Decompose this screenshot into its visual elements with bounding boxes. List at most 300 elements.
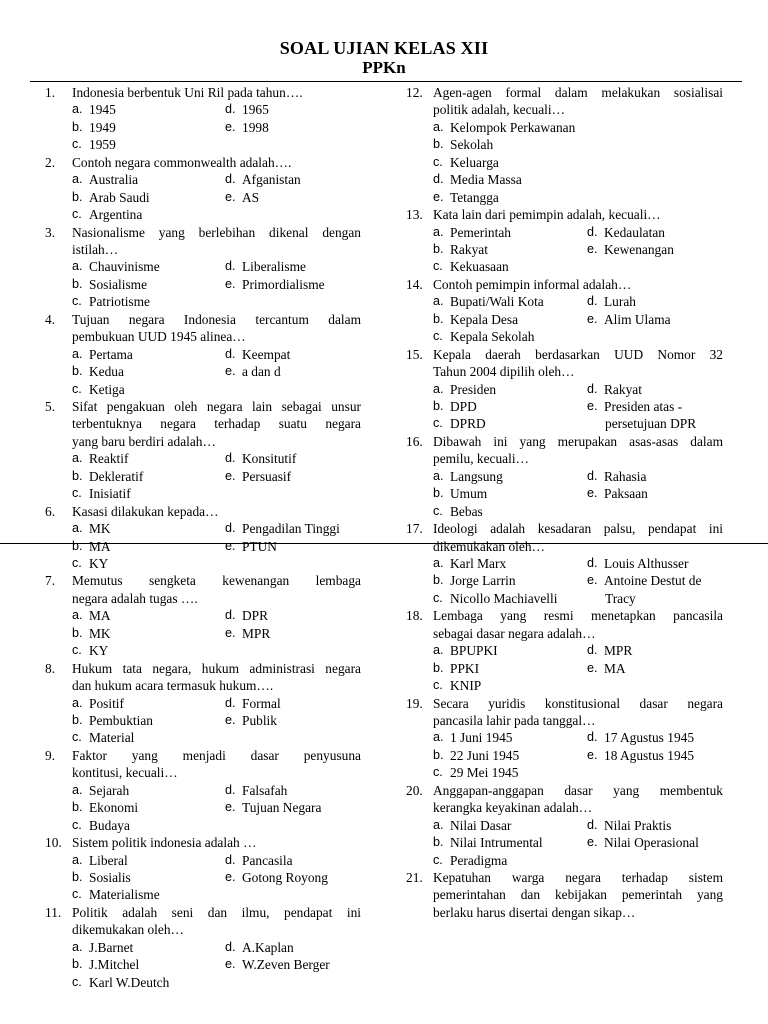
question-stem xyxy=(406,520,723,537)
answer-option-row xyxy=(45,119,361,136)
question-number xyxy=(45,590,72,607)
option-text: Positif xyxy=(89,695,124,711)
option-letter: b. xyxy=(433,311,444,326)
question-text: Hukum tata negara, hukum administrasi negara xyxy=(72,660,361,676)
answer-option-row xyxy=(406,834,723,851)
option-text: Ketiga xyxy=(89,381,125,397)
answer-option-row xyxy=(45,642,361,659)
option-letter: e. xyxy=(587,835,598,850)
answer-option-row xyxy=(45,189,361,206)
question-stem xyxy=(45,904,361,921)
option-text: 29 Mei 1945 xyxy=(450,765,519,781)
question-number: 17. xyxy=(406,521,423,537)
option-letter: c. xyxy=(72,381,82,396)
option-letter: d. xyxy=(587,381,598,396)
question-stem xyxy=(406,886,723,903)
option-text: Budaya xyxy=(89,817,130,833)
question-stem xyxy=(45,84,361,101)
option-letter: a. xyxy=(433,730,444,745)
option-letter: c. xyxy=(433,678,443,693)
question-number: 16. xyxy=(406,433,423,449)
question-number: 1. xyxy=(45,85,56,100)
question-text: Sistem politik indonesia adalah … xyxy=(72,835,257,851)
option-letter: b. xyxy=(72,712,83,727)
answer-option-row xyxy=(406,660,723,677)
question-text: Lembaga yang resmi menetapkan pancasila xyxy=(433,608,723,624)
answer-option-row xyxy=(406,171,723,188)
answer-option-row xyxy=(45,886,361,903)
question-number: 2. xyxy=(45,154,56,170)
option-text: W.Zeven Berger xyxy=(242,957,330,973)
option-letter: b. xyxy=(72,364,83,379)
question-stem xyxy=(45,241,361,258)
question-stem xyxy=(406,695,723,712)
option-letter: e. xyxy=(225,119,236,134)
question-number: 7. xyxy=(45,573,56,589)
option-text: Sosialisme xyxy=(89,276,148,292)
question-text: Faktor yang menjadi dasar penyusuna xyxy=(72,747,361,763)
option-text: Rakyat xyxy=(604,381,642,397)
question-number xyxy=(406,625,433,642)
answer-option-row xyxy=(406,590,723,607)
option-letter: e. xyxy=(587,398,598,413)
question-stem xyxy=(406,450,723,467)
question-text: Politik adalah seni dan ilmu, pendapat ini xyxy=(72,904,361,920)
option-letter: a. xyxy=(72,782,83,797)
answer-option-row xyxy=(406,189,723,206)
answer-option-row xyxy=(45,869,361,886)
question-number xyxy=(45,764,72,781)
option-text: Publik xyxy=(242,712,277,728)
option-letter: b. xyxy=(72,869,83,884)
option-letter: a. xyxy=(72,259,83,274)
question-text: dan hukum acara termasuk hukum…. xyxy=(72,678,274,694)
option-letter: d. xyxy=(587,224,598,239)
answer-option-row xyxy=(406,555,723,572)
option-text: Falsafah xyxy=(242,782,288,798)
question-text: pembukuan UUD 1945 alinea… xyxy=(72,329,246,345)
question-text: Kepatuhan warga negara terhadap sistem xyxy=(433,869,723,885)
option-letter: d. xyxy=(587,817,598,832)
question-number: 4. xyxy=(45,311,56,327)
question-number: 5. xyxy=(45,398,56,414)
option-letter: d. xyxy=(225,695,236,710)
option-letter: a. xyxy=(433,555,444,570)
option-text: 1965 xyxy=(242,102,269,118)
answer-option-row xyxy=(406,817,723,834)
option-letter: c. xyxy=(72,555,82,570)
option-text: Paksaan xyxy=(604,486,648,502)
answer-option-row xyxy=(406,398,723,415)
question-number xyxy=(45,921,72,938)
option-letter: c. xyxy=(433,259,443,274)
option-text: KY xyxy=(89,555,109,571)
option-text: AS xyxy=(242,189,260,205)
question-number xyxy=(406,799,433,816)
option-letter: b. xyxy=(72,468,83,483)
question-number: 14. xyxy=(406,276,423,292)
question-text: Sifat pengakuan oleh negara lain sebagai unsur xyxy=(72,398,361,414)
question-stem xyxy=(406,101,723,118)
question-number xyxy=(45,677,72,694)
question-text: Secara yuridis konstitusional dasar negara xyxy=(433,695,723,711)
option-text: Konsitutif xyxy=(242,451,297,467)
answer-option-row xyxy=(45,206,361,223)
answer-option-row xyxy=(406,572,723,589)
option-letter: d. xyxy=(225,939,236,954)
question-number: 15. xyxy=(406,346,423,362)
answer-option-row xyxy=(406,258,723,275)
option-letter: d. xyxy=(433,172,444,187)
question-number xyxy=(406,886,433,903)
option-text: DPR xyxy=(242,608,269,624)
question-stem xyxy=(45,677,361,694)
option-letter: b. xyxy=(433,573,444,588)
question-number: 20. xyxy=(406,782,423,798)
question-number xyxy=(45,415,72,432)
option-text: Tujuan Negara xyxy=(242,800,322,816)
option-letter: e. xyxy=(433,189,444,204)
answer-option-row xyxy=(406,328,723,345)
question-stem xyxy=(406,625,723,642)
option-text: Antoine Destut de xyxy=(604,573,702,589)
option-text: Kekuasaan xyxy=(450,259,509,275)
question-number: 8. xyxy=(45,660,56,676)
option-text: A.Kaplan xyxy=(242,939,294,955)
option-text: Nilai Intrumental xyxy=(450,835,543,851)
question-text: Anggapan-anggapan dasar yang membentuk xyxy=(433,782,723,798)
option-letter: a. xyxy=(72,346,83,361)
option-letter: e. xyxy=(587,747,598,762)
question-text: kontitusi, kecuali… xyxy=(72,765,178,781)
option-text: Dekleratif xyxy=(89,468,144,484)
answer-option-row xyxy=(45,956,361,973)
option-letter: d. xyxy=(225,782,236,797)
answer-option-row xyxy=(45,607,361,624)
option-letter: b. xyxy=(72,189,83,204)
answer-option-row xyxy=(406,747,723,764)
option-text: Langsung xyxy=(450,468,503,484)
question-text: pemerintahan dan kebijakan pemerintah yang xyxy=(433,887,723,903)
question-stem xyxy=(406,84,723,101)
option-text: Kedaulatan xyxy=(604,224,665,240)
question-number xyxy=(45,433,72,450)
option-text: 1945 xyxy=(89,102,116,118)
option-text: Formal xyxy=(242,695,281,711)
question-stem xyxy=(45,747,361,764)
option-text: 18 Agustus 1945 xyxy=(604,747,695,763)
option-text: PTUN xyxy=(242,538,277,554)
option-letter: c. xyxy=(433,154,443,169)
option-text: Pembuktian xyxy=(89,712,153,728)
answer-option-row xyxy=(45,555,361,572)
option-letter: a. xyxy=(433,294,444,309)
option-text: Kelompok Perkawanan xyxy=(450,119,576,135)
option-letter: b. xyxy=(72,276,83,291)
question-stem xyxy=(406,206,723,223)
question-stem xyxy=(406,904,723,921)
question-text: Tahun 2004 dipilih oleh… xyxy=(433,364,575,380)
option-letter: a. xyxy=(72,695,83,710)
question-number: 18. xyxy=(406,608,423,624)
question-stem xyxy=(45,415,361,432)
option-letter: b. xyxy=(433,241,444,256)
option-text: Bupati/Wali Kota xyxy=(450,294,544,310)
question-number: 10. xyxy=(45,835,62,851)
option-text: Pancasila xyxy=(242,852,293,868)
option-text: Reaktif xyxy=(89,451,129,467)
answer-option-row xyxy=(45,171,361,188)
option-text: Chauvinisme xyxy=(89,259,160,275)
option-letter: c. xyxy=(72,974,82,989)
option-text: Lurah xyxy=(604,294,636,310)
answer-option-row xyxy=(45,712,361,729)
option-text: Rahasia xyxy=(604,468,647,484)
question-stem xyxy=(45,590,361,607)
option-letter: a. xyxy=(72,939,83,954)
question-text: Contoh negara commonwealth adalah…. xyxy=(72,154,292,170)
option-letter: d. xyxy=(587,468,598,483)
question-text: dikemukakan oleh… xyxy=(72,922,184,938)
question-stem xyxy=(45,433,361,450)
page-crease-line xyxy=(0,543,768,544)
option-letter: d. xyxy=(587,294,598,309)
question-number xyxy=(406,363,433,380)
answer-option-row xyxy=(45,485,361,502)
option-letter: a. xyxy=(433,643,444,658)
option-letter: d. xyxy=(225,852,236,867)
answer-option-row xyxy=(45,974,361,991)
option-letter: d. xyxy=(225,521,236,536)
option-letter: a. xyxy=(433,119,444,134)
answer-option-row xyxy=(406,119,723,136)
option-text: Ekonomi xyxy=(89,800,139,816)
option-text: MPR xyxy=(604,643,633,659)
option-text: Arab Saudi xyxy=(89,189,150,205)
option-letter: c. xyxy=(433,590,443,605)
option-letter: c. xyxy=(72,887,82,902)
option-text: MA xyxy=(89,538,111,554)
option-letter: a. xyxy=(72,521,83,536)
option-letter: c. xyxy=(72,294,82,309)
question-text: Indonesia berbentuk Uni Ril pada tahun…. xyxy=(72,85,303,100)
answer-option-row xyxy=(45,799,361,816)
question-text: Tujuan negara Indonesia tercantum dalam xyxy=(72,311,361,327)
option-text: Karl Marx xyxy=(450,555,507,571)
question-stem xyxy=(406,363,723,380)
answer-option-row xyxy=(45,695,361,712)
option-text: Peradigma xyxy=(450,852,508,868)
option-letter: b. xyxy=(433,747,444,762)
option-text: Pemerintah xyxy=(450,224,511,240)
option-letter: e. xyxy=(225,538,236,553)
exam-title: SOAL UJIAN KELAS XII xyxy=(279,38,489,58)
option-letter: a. xyxy=(72,608,83,623)
question-stem xyxy=(45,764,361,781)
option-text: MA xyxy=(89,608,111,624)
option-letter: d. xyxy=(225,172,236,187)
option-text: Persuasif xyxy=(242,468,292,484)
question-number: 3. xyxy=(45,224,56,240)
option-letter: d. xyxy=(225,346,236,361)
option-letter: a. xyxy=(72,102,83,117)
answer-option-row xyxy=(406,485,723,502)
question-text: Kata lain dari pemimpin adalah, kecuali… xyxy=(433,207,661,223)
option-letter: c. xyxy=(433,416,443,431)
question-stem xyxy=(406,276,723,293)
question-stem xyxy=(45,834,361,851)
question-stem xyxy=(45,311,361,328)
answer-option-row xyxy=(406,642,723,659)
question-number: 13. xyxy=(406,207,423,223)
option-letter: c. xyxy=(433,765,443,780)
question-number xyxy=(406,101,433,118)
option-letter: a. xyxy=(433,817,444,832)
question-text: Ideologi adalah kesadaran palsu, pendapat ini xyxy=(433,521,723,537)
option-letter: a. xyxy=(433,468,444,483)
option-letter: e. xyxy=(225,276,236,291)
option-text: Bebas xyxy=(450,503,483,519)
answer-option-row xyxy=(45,346,361,363)
option-letter: a. xyxy=(72,852,83,867)
option-letter: d. xyxy=(225,608,236,623)
question-text: Agen-agen formal dalam melakukan sosialisai xyxy=(433,85,723,100)
option-text: Australia xyxy=(89,172,139,188)
answer-option-row xyxy=(406,852,723,869)
question-stem xyxy=(406,712,723,729)
question-text: Contoh pemimpin informal adalah… xyxy=(433,276,632,292)
question-stem xyxy=(45,660,361,677)
answer-option-row xyxy=(45,939,361,956)
answer-option-row xyxy=(45,729,361,746)
option-letter: e. xyxy=(225,625,236,640)
option-text: Material xyxy=(89,730,135,746)
question-text: terbentuknya negara terhadap suatu negara xyxy=(72,416,361,432)
question-stem xyxy=(45,572,361,589)
answer-option-row xyxy=(45,136,361,153)
option-text: Nicollo Machiavelli xyxy=(450,590,558,606)
question-stem xyxy=(406,782,723,799)
option-text: Materialisme xyxy=(89,887,160,903)
answer-option-row xyxy=(406,224,723,241)
option-text: Keluarga xyxy=(450,154,499,170)
option-text: a dan d xyxy=(242,364,281,380)
question-stem xyxy=(45,398,361,415)
option-text: 17 Agustus 1945 xyxy=(604,730,695,746)
option-text: Gotong Royong xyxy=(242,869,328,885)
option-text: Karl W.Deutch xyxy=(89,974,170,990)
option-letter: e. xyxy=(587,573,598,588)
question-text: pancasila lahir pada tanggal… xyxy=(433,712,596,728)
answer-option-row xyxy=(406,136,723,153)
option-text-continued: Tracy xyxy=(605,590,636,606)
answer-option-row xyxy=(45,258,361,275)
option-text: Sejarah xyxy=(89,782,130,798)
answer-option-row xyxy=(45,625,361,642)
option-letter: e. xyxy=(225,712,236,727)
question-number: 12. xyxy=(406,85,423,100)
question-text: Nasionalisme yang berlebihan dikenal dengan xyxy=(72,224,361,240)
question-text: politik adalah, kecuali… xyxy=(433,102,566,118)
question-number: 11. xyxy=(45,904,62,920)
option-text: Pertama xyxy=(89,346,133,362)
option-text: Keempat xyxy=(242,346,291,362)
option-text: 1959 xyxy=(89,137,116,153)
option-text: Kedua xyxy=(89,364,124,380)
option-text: Argentina xyxy=(89,207,143,223)
answer-option-row xyxy=(45,101,361,118)
option-letter: b. xyxy=(72,957,83,972)
option-letter: b. xyxy=(433,398,444,413)
option-text: Media Massa xyxy=(450,172,522,188)
option-letter: e. xyxy=(587,311,598,326)
question-stem xyxy=(406,799,723,816)
answer-option-row xyxy=(45,450,361,467)
question-number xyxy=(406,538,433,555)
question-text: Memutus sengketa kewenangan lembaga xyxy=(72,573,361,589)
answer-option-row xyxy=(45,468,361,485)
question-text: sebagai dasar negara adalah… xyxy=(433,625,596,641)
question-text: Kasasi dilakukan kepada… xyxy=(72,503,219,519)
option-letter: b. xyxy=(72,119,83,134)
question-stem xyxy=(45,328,361,345)
option-letter: b. xyxy=(72,625,83,640)
option-letter: a. xyxy=(433,381,444,396)
option-letter: a. xyxy=(72,451,83,466)
question-stem xyxy=(406,869,723,886)
answer-option-row xyxy=(406,241,723,258)
option-text: J.Mitchel xyxy=(89,957,140,973)
option-text: Inisiatif xyxy=(89,486,131,502)
question-text: pemilu, kecuali… xyxy=(433,451,529,467)
option-text: Sekolah xyxy=(450,137,494,153)
option-text: Sosialis xyxy=(89,869,131,885)
option-text: MPR xyxy=(242,625,271,641)
option-text: Pengadilan Tinggi xyxy=(242,521,340,537)
left-question-column xyxy=(45,84,361,991)
answer-option-row xyxy=(406,415,723,432)
question-stem xyxy=(45,503,361,520)
question-number: 6. xyxy=(45,503,56,519)
question-stem xyxy=(406,607,723,624)
option-text: MA xyxy=(604,660,626,676)
option-letter: d. xyxy=(225,451,236,466)
option-text: Kepala Desa xyxy=(450,311,519,327)
question-number xyxy=(45,241,72,258)
option-text: Nilai Praktis xyxy=(604,817,672,833)
question-text: berlaku harus disertai dengan sikap… xyxy=(433,904,636,920)
option-letter: c. xyxy=(433,329,443,344)
question-text: yang baru berdiri adalah… xyxy=(72,433,216,449)
option-text: Kewenangan xyxy=(604,241,674,257)
option-text: KY xyxy=(89,643,109,659)
option-letter: e. xyxy=(587,486,598,501)
option-text: Primordialisme xyxy=(242,276,325,292)
option-letter: d. xyxy=(225,102,236,117)
option-text: Kepala Sekolah xyxy=(450,329,535,345)
answer-option-row xyxy=(406,764,723,781)
option-letter: e. xyxy=(225,364,236,379)
option-letter: d. xyxy=(587,643,598,658)
option-text: Liberal xyxy=(89,852,128,868)
answer-option-row xyxy=(406,293,723,310)
option-text: J.Barnet xyxy=(89,939,134,955)
answer-option-row xyxy=(45,520,361,537)
option-text: DPD xyxy=(450,398,477,414)
option-letter: e. xyxy=(225,869,236,884)
question-text: Dibawah ini yang merupakan asas-asas dalam xyxy=(433,433,723,449)
question-number xyxy=(406,904,433,921)
